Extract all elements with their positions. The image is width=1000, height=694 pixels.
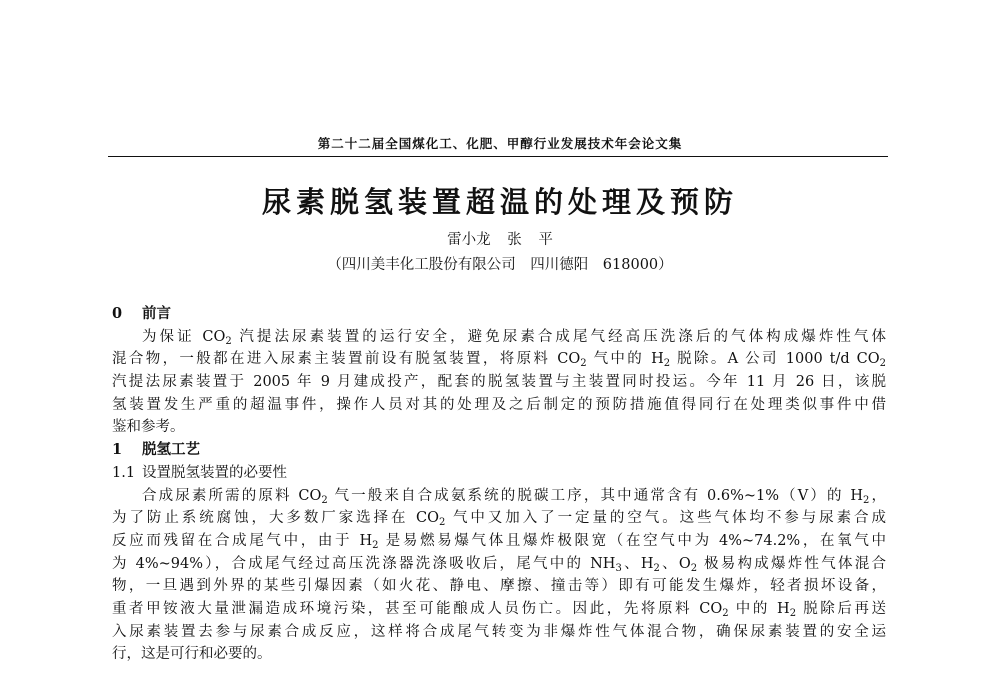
text-run: 为 4%~94%），合成尾气经过高压洗涤器洗涤吸收后，尾气中的 NH bbox=[112, 555, 616, 572]
text-run: 脱除后再送 bbox=[796, 600, 886, 617]
subscript: 2 bbox=[690, 562, 698, 574]
subsection-heading-1-1 bbox=[112, 462, 886, 485]
paper-body bbox=[112, 303, 887, 663]
subscript: 2 bbox=[879, 358, 886, 370]
subscript: 2 bbox=[580, 358, 587, 370]
text-run: 气中又加入了一定量的空气。这些气体均不参与尿素合成 bbox=[445, 510, 886, 527]
section-title: 脱氢工艺 bbox=[142, 441, 200, 459]
text-line: 氢装置发生严重的超温事件，操作人员对其的处理及之后制定的预防措施值得同行在处理类似事件中借 bbox=[112, 396, 886, 413]
section-title: 前言 bbox=[142, 305, 171, 322]
text-run: 为保证 CO bbox=[142, 328, 226, 345]
subscript: 2 bbox=[321, 494, 328, 506]
subscript: 3 bbox=[615, 562, 622, 574]
subscript: 2 bbox=[372, 539, 379, 551]
text-run: 极易构成爆炸性气体混合 bbox=[697, 555, 886, 572]
text-run: ， bbox=[869, 487, 887, 504]
subscript: 2 bbox=[722, 607, 729, 619]
text-run: 气中的 H bbox=[586, 351, 664, 368]
text-run: 为了防止系统腐蚀，大多数厂家选择在 CO bbox=[112, 510, 440, 527]
text-run: 气一般来自合成氨系统的脱碳工序，其中通常含有 0.6%~1%（V）的 H bbox=[327, 487, 863, 504]
text-line: 汽提法尿素装置于 2005 年 9 月建成投产，配套的脱氢装置与主装置同时投运。今年 11 月 26 日，该脱 bbox=[112, 374, 886, 391]
header-rule bbox=[108, 156, 888, 157]
text-line: 物，一旦遇到外界的某些引爆因素（如火花、静电、摩擦、撞击等）即有可能发生爆炸，轻者损坏设备， bbox=[112, 578, 886, 595]
text-line bbox=[112, 507, 886, 530]
authors: 雷小龙 张 平 bbox=[447, 232, 553, 248]
paragraph-intro bbox=[112, 326, 886, 439]
text-run: 混合物，一般都在进入尿素主装置前设有脱氢装置，将原料 CO bbox=[112, 351, 581, 368]
subscript: 2 bbox=[789, 607, 797, 619]
subsection-number: 1.1 bbox=[112, 464, 136, 481]
text-run: 合成尿素所需的原料 CO bbox=[142, 487, 322, 504]
text-line: 鉴和参考。 bbox=[112, 419, 185, 436]
subscript: 2 bbox=[663, 358, 671, 370]
text-line bbox=[112, 348, 886, 371]
text-line-cut-off: 行，这是可行和必要的。 bbox=[112, 646, 272, 663]
text-run: 、O bbox=[659, 555, 691, 572]
affiliation: （四川美丰化工股份有限公司 四川德阳 618000） bbox=[327, 257, 673, 273]
subscript: 2 bbox=[225, 335, 232, 347]
text-run: 是易燃易爆气体且爆炸极限宽（在空气中为 4%~74.2%，在氧气中 bbox=[378, 532, 886, 549]
section-heading-1 bbox=[112, 439, 886, 462]
running-header: 第二十二届全国煤化工、化肥、甲醇行业发展技术年会论文集 bbox=[317, 136, 683, 151]
text-run: 、H bbox=[621, 555, 654, 572]
section-number: 1 bbox=[112, 441, 123, 459]
text-run: 重者甲铵液大量泄漏造成环境污染，甚至可能酿成人员伤亡。因此，先将原料 CO bbox=[112, 600, 723, 617]
text-line bbox=[112, 553, 886, 576]
text-run: 反应而残留在合成尾气中，由于 H bbox=[112, 532, 373, 549]
subscript: 2 bbox=[863, 494, 870, 506]
text-line bbox=[112, 598, 886, 621]
text-run: 中的 H bbox=[728, 600, 790, 617]
text-run: 汽提法尿素装置的运行安全，避免尿素合成尾气经高压洗涤后的气体构成爆炸性气体 bbox=[231, 328, 886, 345]
text-line bbox=[112, 530, 886, 553]
text-line bbox=[112, 326, 886, 349]
text-run: 脱除。A 公司 1000 t/d CO bbox=[670, 351, 880, 368]
paper-title: 尿素脱氢装置超温的处理及预防 bbox=[261, 185, 738, 219]
section-number: 0 bbox=[112, 305, 123, 322]
paragraph-necessity bbox=[112, 485, 887, 663]
subscript: 2 bbox=[439, 517, 446, 529]
text-line: 入尿素装置去参与尿素合成反应，这样将合成尾气转变为非爆炸性气体混合物，确保尿素装置的安全运 bbox=[112, 623, 886, 640]
text-line bbox=[112, 485, 886, 508]
subsection-title: 设置脱氢装置的必要性 bbox=[142, 464, 287, 481]
subscript: 2 bbox=[653, 562, 660, 574]
section-heading-0 bbox=[112, 303, 886, 326]
